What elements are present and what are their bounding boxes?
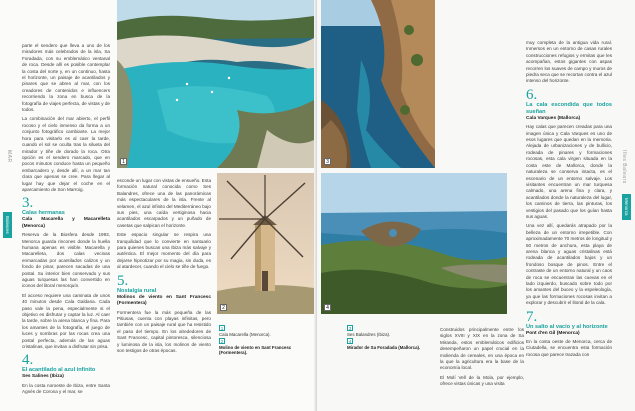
section-heading: El acantilado al azul infinito xyxy=(22,367,96,374)
section-number: 5. xyxy=(117,272,129,289)
caption-number: 3 xyxy=(348,326,352,331)
photo-number-badge: 1 xyxy=(120,158,127,165)
section-subheading: Cala Varques (Mallorca) xyxy=(526,115,581,121)
right-middle-text-column xyxy=(440,327,524,391)
section-number: 7. xyxy=(526,308,538,325)
section-subheading: Cala Macarella y Macarelleta (Menorca) xyxy=(22,217,110,229)
photo-number-badge: 4 xyxy=(324,304,331,311)
paragraph: El Molí Vell de la Mola, por ejemplo, ofrece vistas únicas y una visita xyxy=(440,374,524,387)
section-heading: Nostalgia rural xyxy=(117,287,157,294)
windmill-photo xyxy=(217,173,314,314)
section-heading: Un salto al vacío y al horizonte xyxy=(526,323,608,330)
paragraph: Formentera fue la más pequeña de las Pitiusas, cuenta con playas infinitas, pero también con un paisaje rural que ha resistido el paso del tiempo. En los alrededores de Sant Francesc, capital pintoresca, silenciosa y luminosa de la isla, los molinos de viento son testigos de otras épocas. xyxy=(117,309,211,353)
caption-text: Ses Balandres (Ibiza). xyxy=(347,332,391,337)
paragraph: Hay calas que parecen creadas para una imagen única y Cala Varques es uno de esos lugares que quedan en la memoria. Alejada de urbanizaciones y de bullicio, rodeada de pinares y formaciones rocosas, esta cala virgen situada en la costa este de Mallorca, donde la naturaleza se conserva intacta, es el escenario de un entorno salvaje. Los visitantes encuentran un mar turquesa calmado, una arena fina y clara, y acantilados donde la naturaleza del lugar, los caminos de tierra, las pinturas, los vestigios del pasado que los guían hasta sus aguas. xyxy=(526,124,612,219)
caption-number: 2 xyxy=(220,338,224,344)
right-text-column xyxy=(526,40,612,361)
ses-balandres-photo xyxy=(321,0,435,168)
sa-foradada-photo xyxy=(321,173,507,314)
paragraph: El acceso requiere una caminata de unos 40 minutos desde Cala Galdana. Cada paso vale la pena, especialmente si el objetivo es disfrutar y captar la luz. Al caer la tarde, sobre la arena blanca y fina. Para los amantes de la fotografía, el juego de luces y sombras por las rocas crea una postal perfecta, además de las aguas cristalinas, que invitan a disfrutar sin prisa. xyxy=(22,292,110,350)
photo-number-badge: 3 xyxy=(324,158,331,165)
paragraph: Este espacio singular se respira una tranquilidad que lo convierte en santuario para quienes buscan una Ibiza más salvaje y auténtica. El mejor momento del día para dejarse hipnotizar por su magia, sin duda, es al atardecer, cuando el cielo se tiñe de fuego. xyxy=(117,232,211,270)
caption-text: Cala Macarella (Menorca). xyxy=(219,332,271,337)
middle-text-column xyxy=(117,178,211,357)
paragraph: esconde un lugar con vistas de ensueño. Esta formación natural conocida como Ses Balandres, ofrece una de las panorámicas más espectaculares de la isla. Frente al velamen, el azul infinito del Mediterráneo bajo sus pies, una caída vertiginosa hacia acantilados escarpados y un puñado de casetas que salpican el horizonte. xyxy=(117,178,211,228)
caption-text: Molino de viento en Sant Francesc (Formentera). xyxy=(219,344,292,356)
windmill-image xyxy=(217,173,314,314)
paragraph: Una vez allí, quedarás atrapado por la belleza de un entorno irrepetible. Con aproximadamente 70 metros de longitud y 50 metros de anchura, esta playa de arena blanca y aguas cristalinas está rodeada de acantilados bajos y un frondoso bosque de pinos. Entre el contraste de un entorno natural y un caos de roca se encuentran las cuevas en el lado izquierdo, buscado sobre todo por los amantes del buceo y la espeleología, ya que las formaciones rocosas invitan a explorar y descubrir el litoral de la cala. xyxy=(526,223,612,306)
section-heading: Calas hermanas xyxy=(22,210,65,217)
paragraph: muy completa de la antigua vida rural. Inmersos en un entorno de casas rurales construcciones refugios y ermitas que les acompañan, estos gigantes con aspas recorren los suaves de campo y muros de piedra seca que se recortan contra el azul intenso del horizonte. xyxy=(526,40,612,84)
cala-macarella-photo xyxy=(117,0,314,168)
right-side-tab: Illes Balears xyxy=(621,150,627,184)
caption-number: 1 xyxy=(220,326,224,331)
paragraph: Construidos principalmente entre los siglos XVIII y XIX en la zona de Sa Miranda, estos emblemáticos edificios desempeñaron un papel crucial en la molienda de cereales, en una época en la que la agricultura era la base de la economía local. xyxy=(440,327,524,371)
left-page xyxy=(0,0,317,411)
paragraph: parte el sendero que lleva a uno de los miradores más celebrados de la isla, Sa Foradada, con su emblemático ventanal de roca. Desde allí es posible contemplar la costa del norte y, en un continuo, hasta el horizonte, un paisaje de acantilados y pinares que se abren al mar, con los creadores de contenidos e influencers recorriendo la zona en busca de la fotografía de viajes perfecta, de vistas y de todos. xyxy=(22,43,110,113)
left-text-column xyxy=(22,43,110,399)
cala-macarella-image xyxy=(117,0,314,168)
right-section-badge: Menorca xyxy=(622,194,631,220)
section-number: 4. xyxy=(22,352,34,369)
ses-balandres-image xyxy=(321,0,435,168)
sa-foradada-image xyxy=(321,173,507,314)
photo-caption xyxy=(219,325,309,356)
left-section-badge: Baleares xyxy=(3,212,12,238)
photo-caption xyxy=(347,325,433,350)
paragraph: Reserva de la Biosfera desde 1993, Menorca guarda rincones donde la huella humana apenas es visible. Macarella y Macarelleta, dos calas vecinas enmarcadas por acantilados calizos y un fondo de pinar, parecen sacadas de una postal. Su interior bien conservado y sus aguas turquesas las han convertido en iconos del litoral menorquín. xyxy=(22,232,110,289)
left-side-tab: MAR xyxy=(6,150,12,163)
paragraph: En la costa noroeste de Ibiza, entre Santa Agnès de Corona y el mar, se xyxy=(22,382,110,395)
section-subheading: Ses Salines (Ibiza) xyxy=(22,374,64,380)
section-heading: La cala escondida que todos sueñan xyxy=(526,101,612,115)
right-page xyxy=(317,0,635,411)
photo-number-badge: 2 xyxy=(220,304,227,311)
paragraph: La combinación del mar abierto, el perfil rocoso y el cielo inmenso da forma a un conjunto fotográfico cambiante. La mejor hora para visitarlo es al caer la tarde, cuando el sol se oculta tras la silueta del mirador y tiñe de dorado la roca. Otra opción es el sendero marcado, que en pocos minutos conduce hasta un pequeño embarcadero y, desde allí, a un mar tan clara que apenas se cree. Para llegar al lugar hay que dejar el coche en el aparcamiento de Son Marroig. xyxy=(22,116,110,192)
section-subheading: Pont d'en Gil (Menorca) xyxy=(526,330,580,336)
section-number: 3. xyxy=(22,195,34,212)
caption-text: Mirador de Sa Foradada (Mallorca). xyxy=(347,344,421,350)
caption-number: 4 xyxy=(348,338,352,344)
section-subheading: Molinos de viento en Sant Francesc (Formentera) xyxy=(117,294,211,307)
section-number: 6. xyxy=(526,86,538,103)
paragraph: En la costa oeste de Menorca, cerca de Ciutadella, se encuentra esta formación rocosa que parece trazada con xyxy=(526,339,612,357)
